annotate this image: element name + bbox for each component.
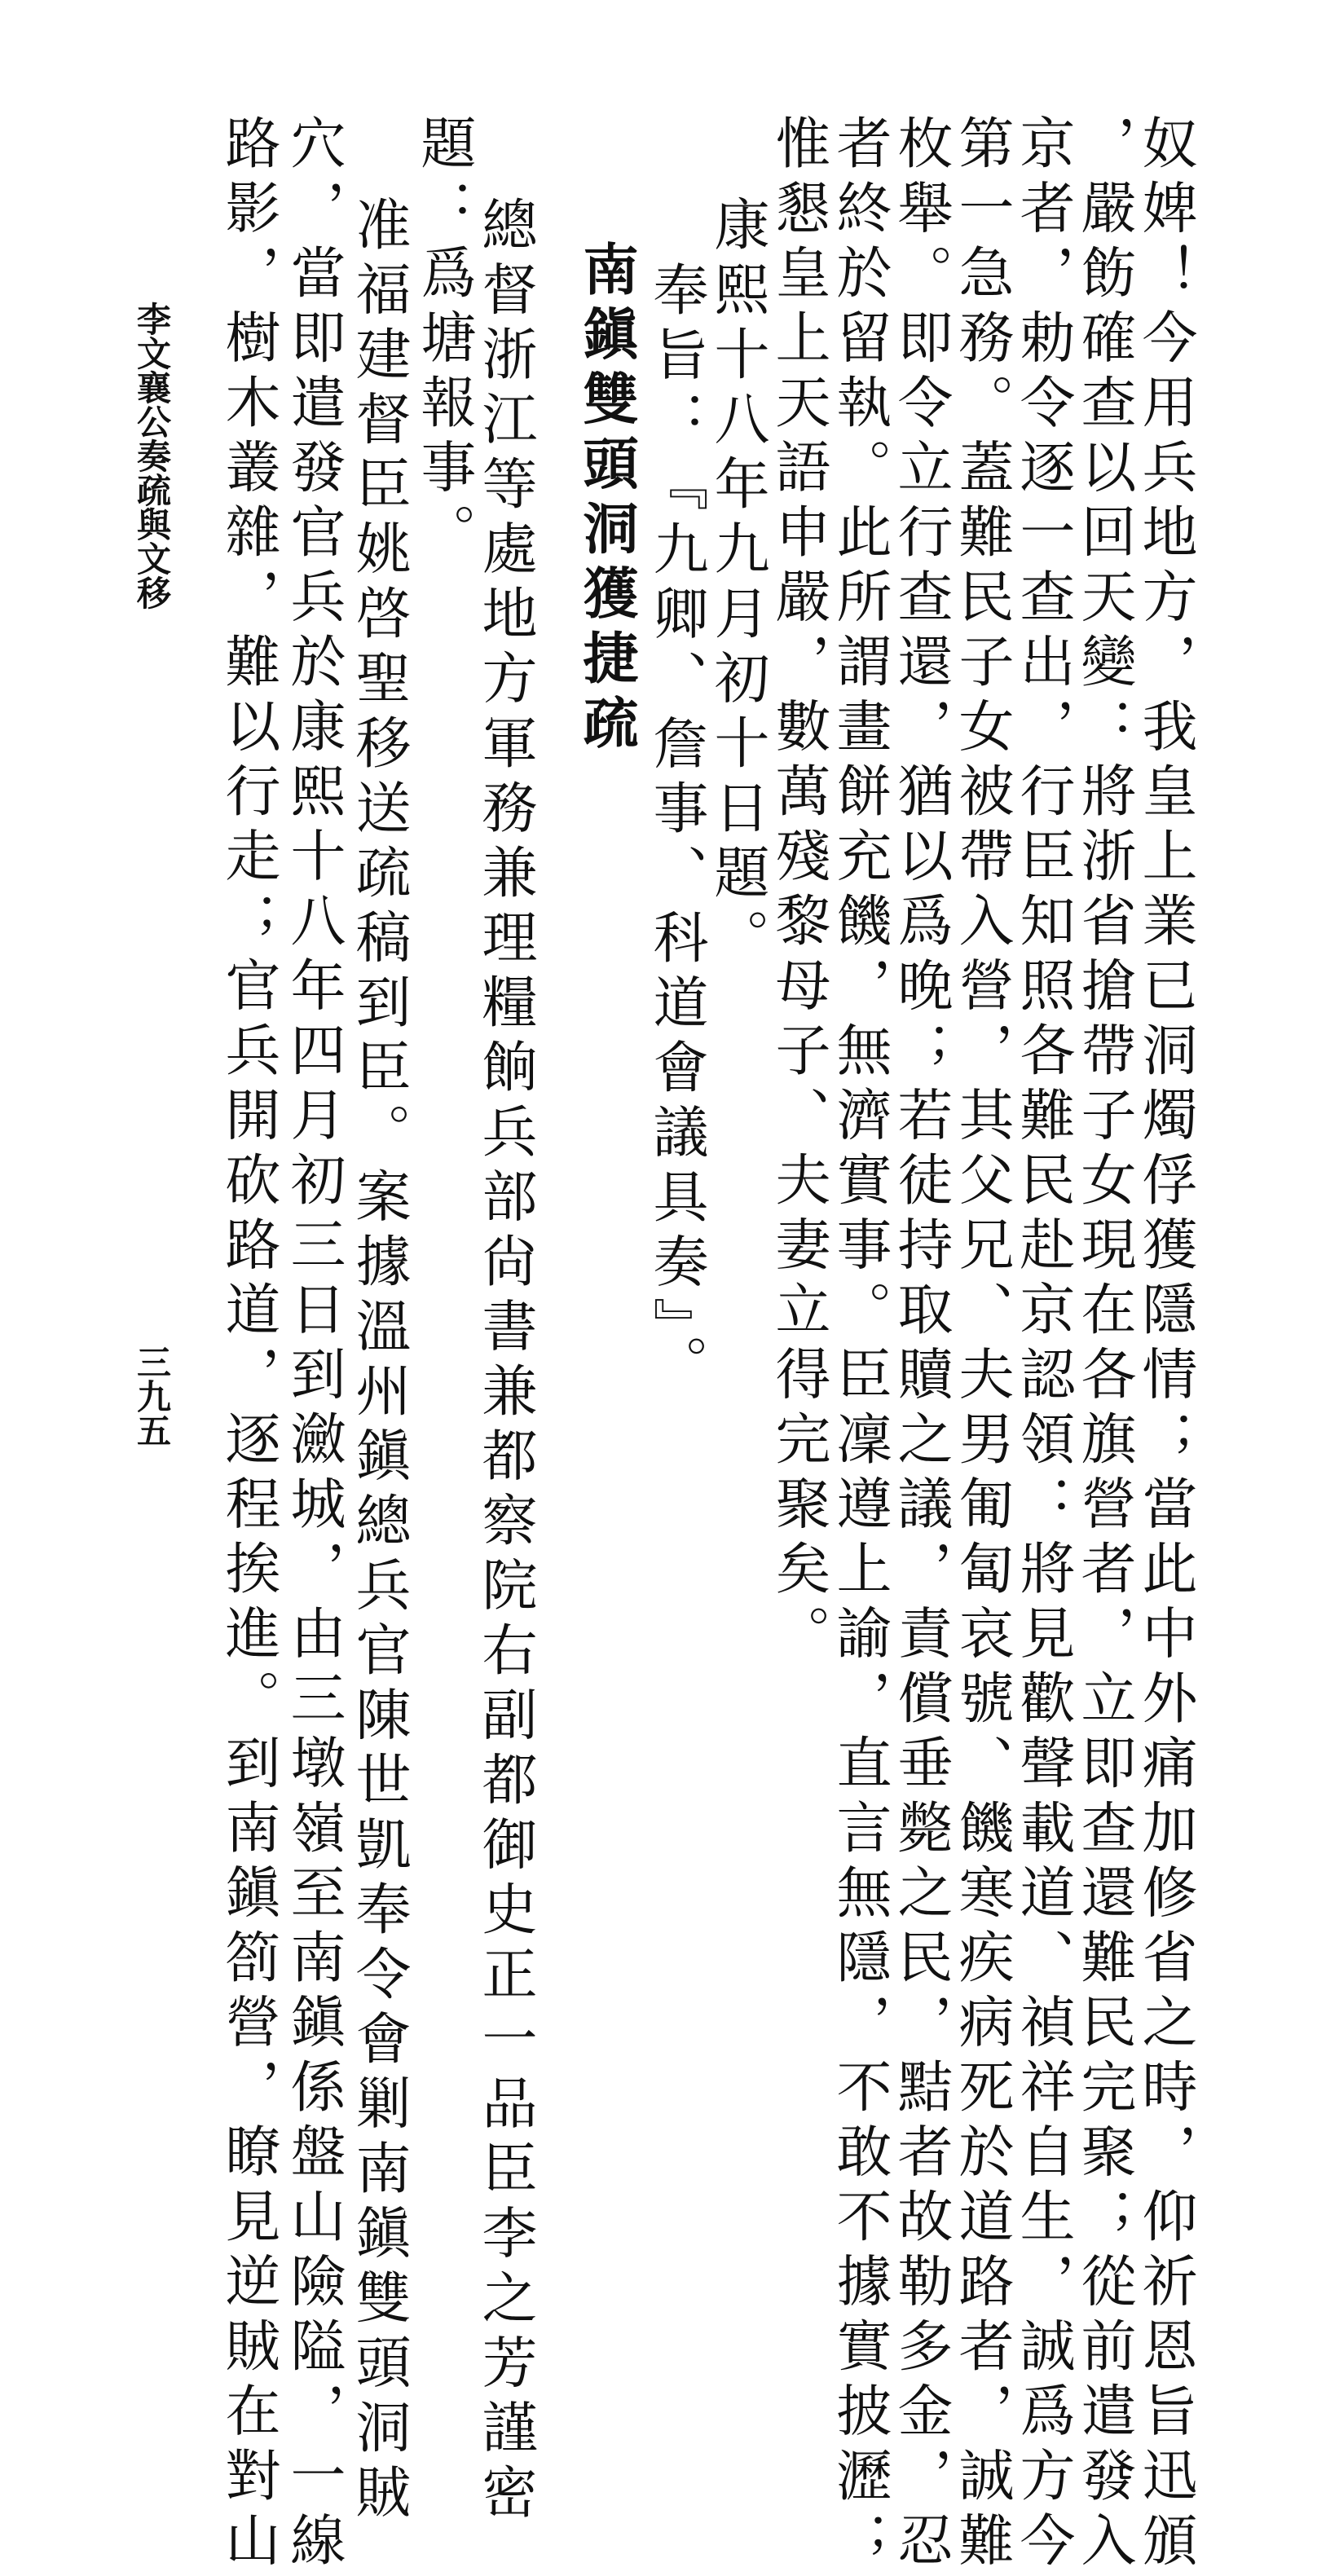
text-col-7: 惟懇皇上天語申嚴，數萬殘黎母子、夫妻立得完聚矣。 [766, 114, 830, 1669]
memorial-title: 南鎭雙頭洞獲捷疏 [574, 240, 639, 759]
text-col-14: 穴，當即遣發官兵於康熙十八年四月初三日到瀲城，由三墩嶺至南鎭係盤山險隘，一線 [281, 114, 346, 2576]
book-title-footer: 李文襄公奏疏與文移 [132, 302, 172, 610]
text-col-11: 總督浙江等處地方軍務兼理糧餉兵部尙書兼都察院右副都御史正一品臣李之芳謹密 [473, 196, 537, 2528]
date-line: 康熙十八年九月初十日題。 [705, 196, 769, 973]
text-col-1: 奴婢！今用兵地方，我皇上業已洞燭俘獲隱情；當此中外痛加修省之時，仰祈恩旨迅頒 [1133, 114, 1197, 2576]
text-col-4: 第一急務。蓋難民子女被帶入營，其父兄、夫男匍匐哀號、饑寒疾病死於道路者，誠難 [949, 114, 1014, 2576]
text-col-5: 枚舉。即令立行查還，猶以爲晚；若徒持取贖之議，責償垂斃之民，黠者故勒多金，忍 [888, 114, 953, 2576]
text-col-2: ，嚴飭確查以回天變：將浙省搶帶子女現在各旗營者，立即查還難民完聚；從前遣發入 [1072, 114, 1136, 2576]
imperial-rescript: 奉旨：『九卿、詹事、科道會議具奏』。 [644, 261, 708, 1399]
text-col-15: 路影，樹木叢雜，難以行走；官兵開砍路道，逐程挨進。到南鎭箚營，瞭見逆賊在對山 [216, 114, 280, 2576]
page-number: 三九五 [132, 1345, 172, 1447]
text-col-13: 准福建督臣姚啓聖移送疏稿到臣。案據溫州鎭總兵官陳世凱奉令會剿南鎭雙頭洞賊 [346, 196, 411, 2528]
text-col-12: 題：爲塘報事。 [412, 114, 476, 568]
text-col-3: 京者，勅令逐一查出，行臣知照各難民赴京認領：將見歡聲載道、禎祥自生，誠爲方今 [1011, 114, 1075, 2576]
text-col-6: 者終於留執。此所謂畫餅充饑，無濟實事。臣凜遵上諭，直言無隱，不敢不據實披瀝； [827, 114, 892, 2576]
